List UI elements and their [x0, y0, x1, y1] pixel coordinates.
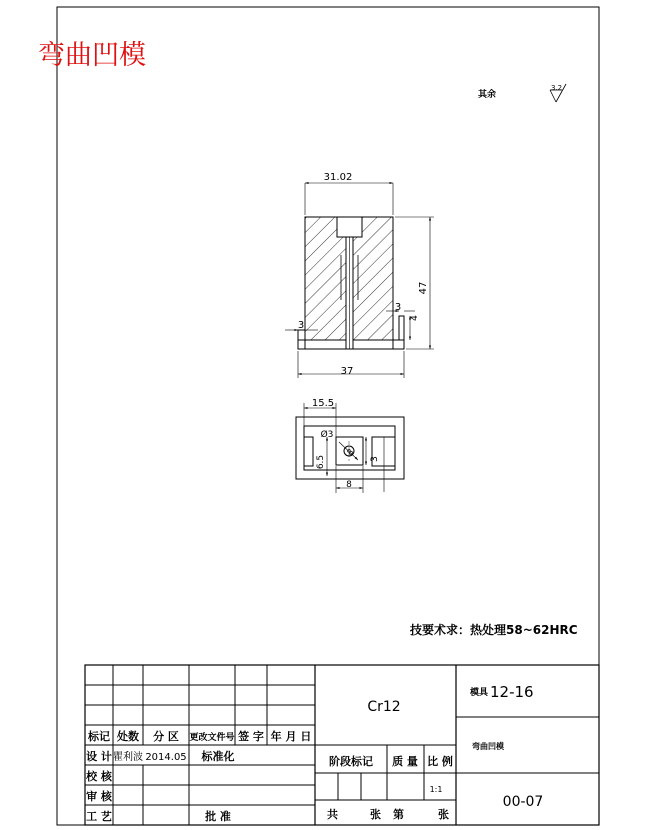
roughness-note: 其余	[478, 90, 497, 100]
sheet-border	[57, 7, 599, 825]
tb-drawing-no: 00-07	[502, 794, 544, 810]
tb-weight-label: 质 量	[392, 755, 418, 768]
tb-mold-label: 模具	[470, 688, 489, 698]
dim-plan-width: 15.5	[311, 398, 335, 409]
dim-top-width: 31.02	[323, 172, 353, 183]
tb-sheet-unit2: 张	[438, 808, 449, 821]
tech-requirement: 技要术求：热处理58~62HRC	[410, 623, 578, 637]
tb-h-date: 年 月 日	[270, 730, 312, 743]
drawing-title: 弯曲凹模	[38, 40, 146, 71]
tb-sheet-no: 第	[393, 808, 404, 821]
dim-plan-right: 3	[370, 456, 380, 462]
tb-stage-label: 阶段标记	[329, 755, 373, 768]
dim-plan-left: 6.5	[316, 454, 326, 470]
tb-designer: 瞿利波	[113, 752, 143, 763]
dim-hole-dia: Ø3	[320, 430, 334, 440]
tb-process-label: 工 艺	[86, 810, 112, 823]
tb-design-label: 设 计	[86, 750, 112, 763]
tb-h-mark: 标记	[88, 730, 110, 743]
tb-material: Cr12	[367, 699, 401, 715]
tb-date: 2014.05	[145, 752, 187, 763]
tb-approve-label: 批 准	[205, 810, 231, 823]
tb-h-zone: 分 区	[153, 730, 179, 743]
dim-height: 47	[418, 281, 429, 295]
tb-sheet-total: 共	[327, 808, 338, 821]
tb-scale-label: 比 例	[427, 755, 453, 768]
dim-right-slot: 3	[394, 302, 402, 313]
tb-h-change: 更改文件号	[189, 733, 235, 743]
tb-sheet-unit1: 张	[370, 808, 381, 821]
tb-h-count: 处数	[117, 730, 139, 743]
front-section-view	[285, 183, 434, 378]
tb-review-label: 审 核	[86, 790, 112, 803]
dim-plan-slot: 8	[345, 447, 356, 458]
dim-right-slot-h: 4	[410, 315, 420, 321]
tb-h-sign: 签 字	[238, 730, 264, 743]
tb-mold-no: 12-16	[490, 683, 534, 701]
dim-plan-bottom: 8	[346, 480, 352, 490]
tb-part-name: 弯曲凹模	[472, 742, 504, 751]
tb-standardization: 标准化	[201, 750, 235, 763]
dim-bottom-width: 37	[340, 366, 354, 377]
roughness-value: 3.2	[551, 84, 563, 92]
tb-check-label: 校 核	[86, 770, 112, 783]
dim-left-slot: 3	[297, 320, 305, 331]
tb-scale: 1:1	[429, 785, 443, 794]
